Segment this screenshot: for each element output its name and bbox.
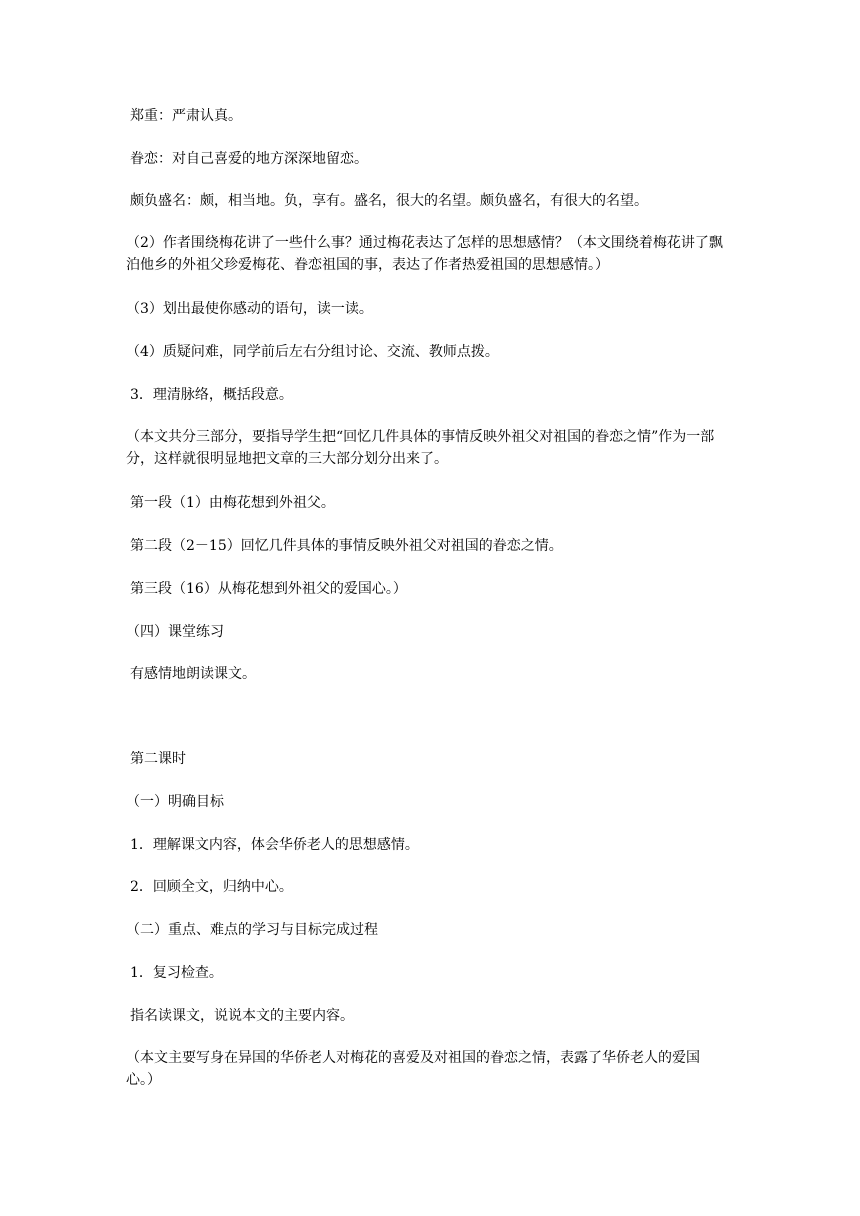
question-3: （3）划出最使你感动的语句，读一读。 (126, 301, 373, 317)
question-4: （4）质疑问难，同学前后左右分组讨论、交流、教师点拨。 (126, 344, 499, 360)
definition-zhengzhong: 郑重：严肃认真。 (130, 108, 242, 124)
practice-text: 有感情地朗读课文。 (130, 666, 256, 682)
section-2: 第二段（2－15）回忆几件具体的事情反映外祖父对祖国的眷恋之情。 (130, 538, 563, 554)
process-heading: （二）重点、难点的学习与目标完成过程 (126, 922, 378, 938)
step-3-heading: 3．理清脉络，概括段意。 (130, 387, 293, 403)
structure-note: （本文共分三部分，要指导学生把“回忆几件具体的事情反映外祖父对祖国的眷恋之情”作为一部分，这样就很明显地把文章的三大部分划分出来了。 (126, 429, 715, 467)
review-heading: 1．复习检查。 (130, 965, 223, 981)
section-1: 第一段（1）由梅花想到外祖父。 (130, 495, 335, 511)
objective-1: 1．理解课文内容，体会华侨老人的思想感情。 (130, 837, 419, 853)
main-content-answer: （本文主要写身在异国的华侨老人对梅花的喜爱及对祖国的眷恋之情，表露了华侨老人的爱国心。） (126, 1050, 700, 1088)
section-3: 第三段（16）从梅花想到外祖父的爱国心。） (130, 581, 407, 597)
review-task: 指名读课文，说说本文的主要内容。 (130, 1008, 354, 1024)
definition-pofushengming: 颇负盛名：颇，相当地。负，享有。盛名，很大的名望。颇负盛名，有很大的名望。 (130, 193, 648, 209)
objective-2: 2．回顾全文，归纳中心。 (130, 879, 293, 895)
question-2: （2）作者围绕梅花讲了一些什么事？通过梅花表达了怎样的思想感情？（本文围绕着梅花讲了飘泊他乡的外祖父珍爱梅花、眷恋祖国的事，表达了作者热爱祖国的思想感情。） (126, 235, 723, 273)
practice-heading: （四）课堂练习 (126, 624, 224, 640)
objectives-heading: （一）明确目标 (126, 794, 224, 810)
lesson-2-heading: 第二课时 (130, 751, 186, 767)
definition-juanlian: 眷恋：对自己喜爱的地方深深地留恋。 (130, 151, 368, 167)
